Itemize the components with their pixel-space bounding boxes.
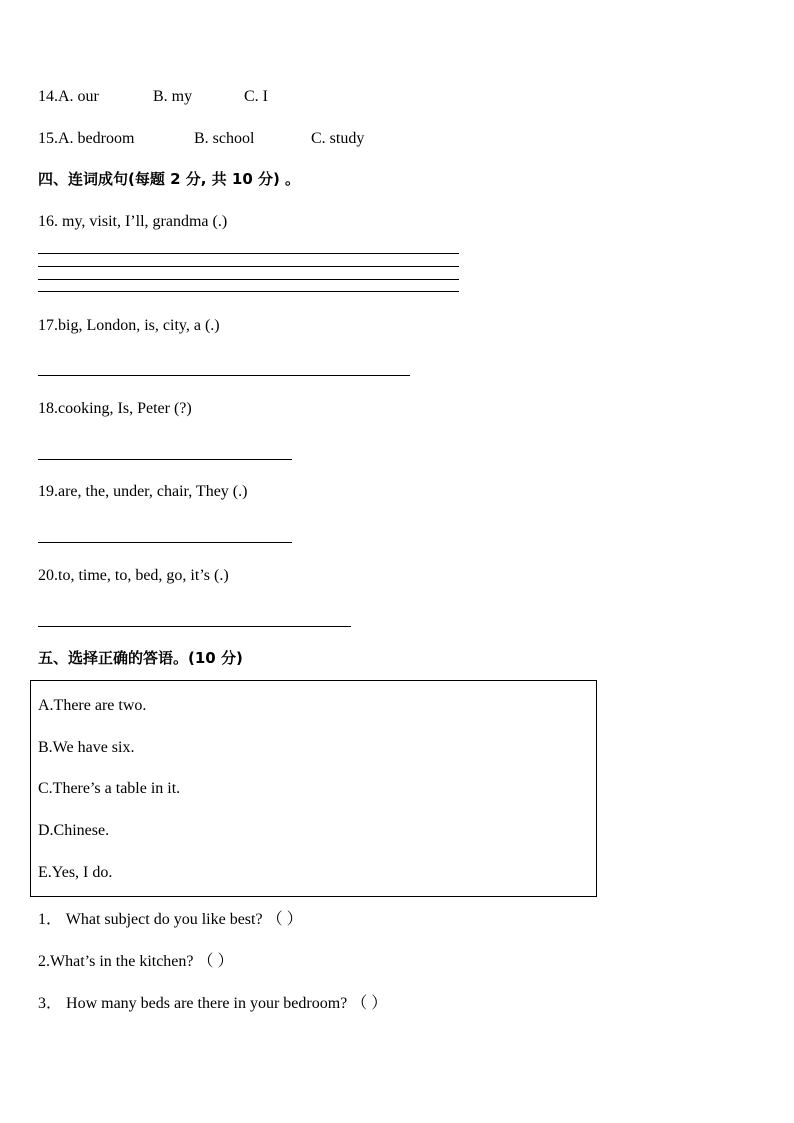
answer-blank[interactable]: （ ） (197, 953, 234, 970)
question-text: my, visit, I’ll, grandma (.) (62, 213, 228, 230)
question-number: 14. (38, 88, 58, 105)
question-number: 3． (38, 995, 63, 1012)
question-3 (38, 994, 387, 1014)
question-text: What subject do you like best? (65, 911, 263, 928)
answer-blank[interactable]: （ ） (266, 911, 303, 928)
section-4-heading: 四、连词成句(每题 2 分, 共 10 分) 。 (38, 170, 301, 188)
question-text: to, time, to, bed, go, it’s (.) (58, 567, 229, 584)
option-a: A. our (58, 88, 99, 105)
question-15-option-b: B. school (194, 130, 255, 147)
question-16 (38, 212, 227, 232)
question-20 (38, 566, 229, 586)
answer-option-c: C.There’s a table in it. (38, 780, 181, 797)
question-number: 20. (38, 567, 58, 584)
answer-line[interactable] (38, 253, 459, 254)
answer-line[interactable] (38, 459, 292, 460)
answer-line[interactable] (38, 279, 459, 280)
answer-line[interactable] (38, 542, 292, 543)
answer-option-d: D.Chinese. (38, 822, 110, 839)
option-a: A. bedroom (58, 130, 135, 147)
answer-line[interactable] (38, 266, 459, 267)
question-15 (38, 129, 134, 149)
answer-line[interactable] (38, 626, 351, 627)
question-number: 16. (38, 213, 58, 230)
question-1 (38, 910, 303, 930)
question-number: 18. (38, 400, 58, 417)
question-text: big, London, is, city, a (.) (58, 317, 220, 334)
question-number: 1． (38, 911, 63, 928)
question-text: How many beds are there in your bedroom? (66, 995, 348, 1012)
question-14-option-c: C. I (244, 88, 268, 105)
question-number: 19. (38, 483, 58, 500)
answer-line[interactable] (38, 375, 410, 376)
answer-option-b: B.We have six. (38, 739, 135, 756)
question-text: cooking, Is, Peter (?) (58, 400, 192, 417)
answer-line[interactable] (38, 291, 459, 292)
answer-blank[interactable]: （ ） (351, 995, 388, 1012)
section-5-heading: 五、选择正确的答语。(10 分) (38, 649, 243, 667)
question-14 (38, 87, 99, 107)
question-number: 17. (38, 317, 58, 334)
question-number: 2. (38, 953, 50, 970)
question-text: What’s in the kitchen? (50, 953, 194, 970)
answer-option-a: A.There are two. (38, 697, 147, 714)
question-17 (38, 316, 220, 336)
question-text: are, the, under, chair, They (.) (58, 483, 248, 500)
question-19 (38, 482, 247, 502)
answer-option-e: E.Yes, I do. (38, 864, 113, 881)
question-14-option-b: B. my (153, 88, 193, 105)
question-number: 15. (38, 130, 58, 147)
question-15-option-c: C. study (311, 130, 365, 147)
question-2 (38, 952, 234, 972)
question-18 (38, 399, 192, 419)
